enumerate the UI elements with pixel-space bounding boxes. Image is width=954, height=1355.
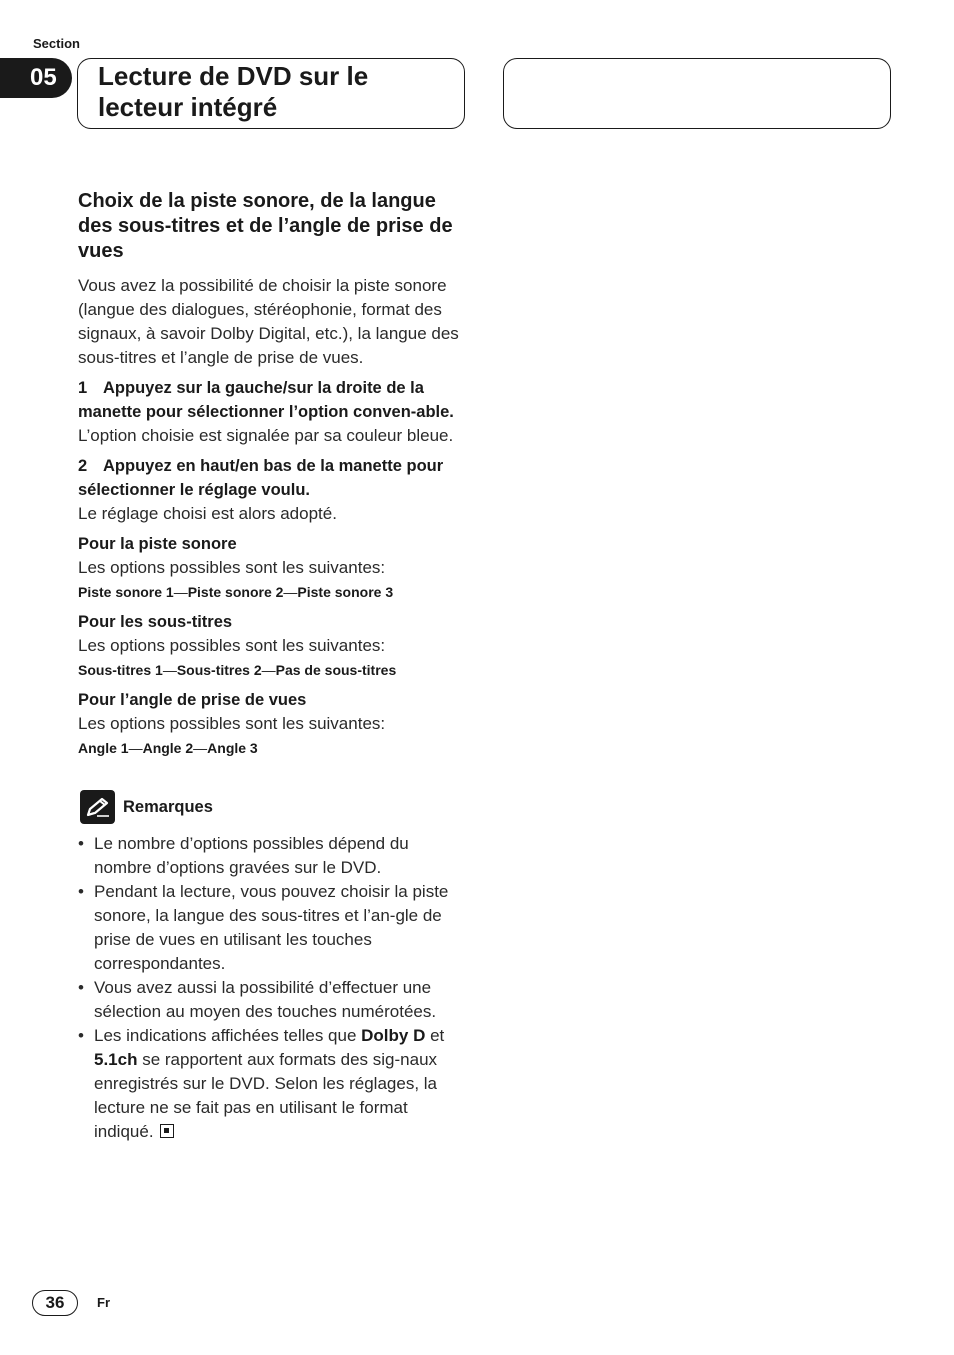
page-title: Lecture de DVD sur le lecteur intégré bbox=[98, 61, 369, 122]
remark-item: • Le nombre d’options possibles dépend du nombre d’options gravées sur le DVD. bbox=[78, 832, 470, 880]
section-number-tab: 05 bbox=[0, 58, 72, 98]
step-1-description: L’option choisie est signalée par sa couleur bleue. bbox=[78, 426, 454, 445]
option: Angle 3 bbox=[207, 740, 258, 756]
step-text: Appuyez en haut/en bas de la manette pour sélectionner le réglage voulu. bbox=[78, 457, 444, 499]
separator: — bbox=[193, 740, 208, 756]
step-number: 1 bbox=[78, 379, 88, 397]
main-column bbox=[78, 189, 470, 1144]
separator: — bbox=[162, 662, 177, 678]
separator: — bbox=[283, 584, 298, 600]
remark-text: se rapportent aux formats des sig-naux enregistrés sur le DVD. Selon les réglages, la lecture ne se fait pas en utilisant le format indiqué. bbox=[94, 1050, 438, 1141]
step-number: 2 bbox=[78, 457, 88, 475]
audio-options bbox=[78, 580, 470, 604]
option: Piste sonore 1 bbox=[78, 584, 174, 600]
subtitles-options bbox=[78, 658, 470, 682]
option: Piste sonore 2 bbox=[187, 584, 284, 600]
option: Pas de sous-titres bbox=[275, 662, 397, 678]
angle-heading: Pour l’angle de prise de vues bbox=[78, 691, 307, 709]
option: Sous-titres 2 bbox=[176, 662, 262, 678]
step-text: Appuyez sur la gauche/sur la droite de la manette pour sélectionner l’option conven-able. bbox=[78, 379, 454, 421]
section-label: Section bbox=[33, 36, 80, 51]
empty-title-frame bbox=[503, 58, 891, 129]
angle-description: Les options possibles sont les suivantes: bbox=[78, 714, 386, 733]
remark-text: et bbox=[425, 1026, 445, 1045]
step-2-description: Le réglage choisi est alors adopté. bbox=[78, 504, 337, 523]
remarks-title: Remarques bbox=[123, 797, 213, 816]
option: Sous-titres 1 bbox=[78, 662, 163, 678]
option: Angle 2 bbox=[142, 740, 194, 756]
angle-options bbox=[78, 736, 470, 760]
option: Piste sonore 3 bbox=[297, 584, 394, 600]
remark-item: • Pendant la lecture, vous pouvez choisir la piste sonore, la langue des sous-titres et l’an-gle de prise de vues en utilisant les touches correspondantes. bbox=[78, 880, 470, 976]
option: Angle 1 bbox=[78, 740, 129, 756]
end-mark-icon bbox=[160, 1124, 174, 1138]
step-1 bbox=[78, 376, 470, 424]
remark-item: • Vous avez aussi la possibilité d’effectuer une sélection au moyen des touches numérotées. bbox=[78, 976, 470, 1024]
channel-label: 5.1ch bbox=[94, 1050, 138, 1069]
dolby-label: Dolby D bbox=[361, 1026, 426, 1045]
remarks-header bbox=[78, 790, 470, 824]
section-heading: Choix de la piste sonore, de la langue des sous-titres et de l’angle de prise de vues bbox=[78, 190, 453, 262]
separator: — bbox=[173, 584, 188, 600]
step-2 bbox=[78, 454, 470, 502]
subtitles-heading: Pour les sous-titres bbox=[78, 613, 233, 631]
separator: — bbox=[261, 662, 276, 678]
separator: — bbox=[128, 740, 143, 756]
audio-heading: Pour la piste sonore bbox=[78, 535, 237, 553]
remark-item bbox=[78, 1024, 470, 1144]
remark-text: Les indications affichées telles que bbox=[94, 1026, 362, 1045]
page-number: 36 bbox=[32, 1290, 78, 1316]
intro-paragraph: Vous avez la possibilité de choisir la piste sonore (langue des dialogues, stéréophonie, format des signaux, à savoir Dolby Digital, etc.), la langue des sous-titres et l’angle de prise de vues. bbox=[78, 276, 459, 367]
language-code: Fr bbox=[97, 1295, 110, 1310]
pencil-note-icon bbox=[80, 790, 115, 824]
remarks-list bbox=[78, 832, 470, 1144]
audio-description: Les options possibles sont les suivantes: bbox=[78, 558, 386, 577]
subtitles-description: Les options possibles sont les suivantes: bbox=[78, 636, 386, 655]
